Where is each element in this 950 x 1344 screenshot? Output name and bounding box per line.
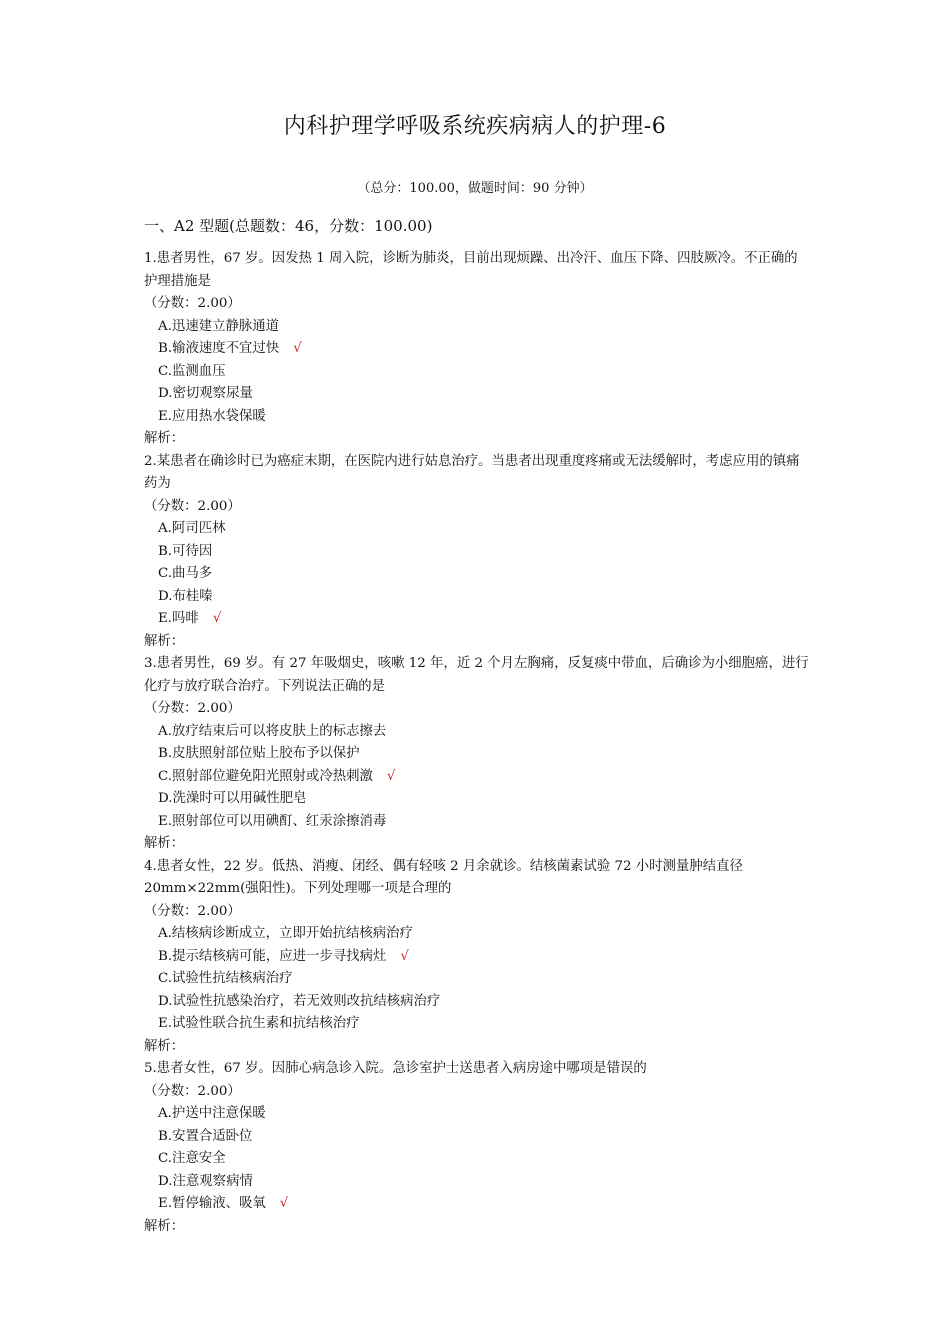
answer-option	[144, 316, 810, 339]
exam-info: （总分：100.00，做题时间：90 分钟）	[357, 181, 593, 196]
page-title: 内科护理学呼吸系统疾病病人的护理-6	[283, 114, 667, 139]
answer-option	[144, 383, 810, 406]
answer-option	[144, 968, 810, 991]
answer-option	[144, 1193, 810, 1216]
analysis-label: 解析：	[144, 431, 185, 446]
answer-option	[144, 586, 810, 609]
option-text: E.照射部位可以用碘酊、红汞涂擦消毒	[158, 813, 387, 829]
option-text: C.试验性抗结核病治疗	[158, 971, 293, 986]
option-text: C.注意安全	[158, 1151, 226, 1166]
option-text: C.监测血压	[158, 363, 226, 379]
answer-option	[144, 361, 810, 384]
option-text: A.阿司匹林	[158, 521, 226, 536]
answer-option	[144, 788, 810, 811]
question-1	[144, 248, 810, 451]
answer-option	[144, 721, 810, 744]
option-text: D.注意观察病情	[158, 1173, 253, 1189]
analysis-label: 解析：	[144, 633, 185, 649]
answer-option	[144, 1148, 810, 1171]
option-text: D.试验性抗感染治疗，若无效则改抗结核病治疗	[158, 993, 441, 1009]
question-list	[144, 248, 810, 1238]
option-text: D.密切观察尿量	[158, 386, 253, 401]
answer-option	[144, 608, 810, 631]
option-text: A.放疗结束后可以将皮肤上的标志擦去	[158, 723, 387, 739]
answer-option	[144, 991, 810, 1014]
correct-check-icon: √	[400, 948, 409, 964]
option-text: B.安置合适卧位	[158, 1128, 253, 1144]
answer-option	[144, 338, 810, 361]
option-text: E.吗啡	[158, 611, 199, 626]
answer-option	[144, 1013, 810, 1036]
option-text: C.照射部位避免阳光照射或冷热刺激	[158, 768, 373, 784]
option-text: D.洗澡时可以用碱性肥皂	[158, 791, 307, 806]
answer-option	[144, 406, 810, 429]
correct-check-icon: √	[279, 1196, 289, 1211]
answer-option	[144, 923, 810, 946]
question-score: （分数：2.00）	[144, 296, 241, 311]
question-score: （分数：2.00）	[144, 498, 241, 514]
option-text: E.试验性联合抗生素和抗结核治疗	[158, 1016, 360, 1031]
analysis-label: 解析：	[144, 1218, 185, 1234]
analysis-label: 解析：	[144, 836, 185, 851]
option-text: D.布桂嗪	[158, 588, 213, 604]
correct-check-icon: √	[293, 341, 302, 356]
question-stem: 1.患者男性，67 岁。因发热 1 周入院，诊断为肺炎，目前出现烦躁、出冷汗、血压下降、四肢厥冷。不正确的护理措施是	[144, 251, 798, 289]
analysis-label: 解析：	[144, 1038, 185, 1054]
option-text: B.提示结核病可能，应进一步寻找病灶	[158, 948, 387, 964]
question-5	[144, 1058, 810, 1238]
correct-check-icon: √	[212, 611, 222, 626]
answer-option	[144, 1103, 810, 1126]
option-text: B.输液速度不宜过快	[158, 341, 280, 356]
answer-option	[144, 1171, 810, 1194]
correct-check-icon: √	[386, 768, 396, 784]
answer-option	[144, 1126, 810, 1149]
option-text: A.迅速建立静脉通道	[158, 318, 280, 334]
question-4	[144, 856, 810, 1059]
answer-option	[144, 541, 810, 564]
answer-option	[144, 766, 810, 789]
question-stem: 4.患者女性，22 岁。低热、消瘦、闭经、偶有轻咳 2 月余就诊。结核菌素试验 72 小时测量肿结直径 20mm×22mm(强阳性)。下列处理哪一项是合理的	[144, 858, 743, 896]
section-heading: 一、A2 型题(总题数：46，分数：100.00)	[144, 217, 433, 235]
question-score: （分数：2.00）	[144, 701, 241, 716]
question-stem: 5.患者女性，67 岁。因肺心病急诊入院。急诊室护士送患者入病房途中哪项是错误的	[144, 1061, 647, 1076]
question-stem: 2.某患者在确诊时已为癌症末期，在医院内进行姑息治疗。当患者出现重度疼痛或无法缓解时，考虑应用的镇痛药为	[144, 453, 800, 491]
question-score: （分数：2.00）	[144, 903, 241, 919]
option-text: A.结核病诊断成立，立即开始抗结核病治疗	[158, 926, 413, 941]
question-2	[144, 451, 810, 654]
option-text: B.可待因	[158, 543, 213, 559]
question-stem: 3.患者男性，69 岁。有 27 年吸烟史，咳嗽 12 年，近 2 个月左胸痛，反复痰中带血，后确诊为小细胞癌，进行化疗与放疗联合治疗。下列说法正确的是	[144, 656, 809, 694]
answer-option	[144, 743, 810, 766]
option-text: B.皮肤照射部位贴上胶布予以保护	[158, 746, 360, 761]
answer-option	[144, 563, 810, 586]
question-3	[144, 653, 810, 856]
question-score: （分数：2.00）	[144, 1083, 241, 1099]
option-text: E.暂停输液、吸氧	[158, 1196, 266, 1211]
option-text: A.护送中注意保暖	[158, 1106, 266, 1121]
answer-option	[144, 811, 810, 834]
answer-option	[144, 518, 810, 541]
answer-option	[144, 946, 810, 969]
option-text: E.应用热水袋保暖	[158, 408, 266, 424]
option-text: C.曲马多	[158, 566, 213, 581]
